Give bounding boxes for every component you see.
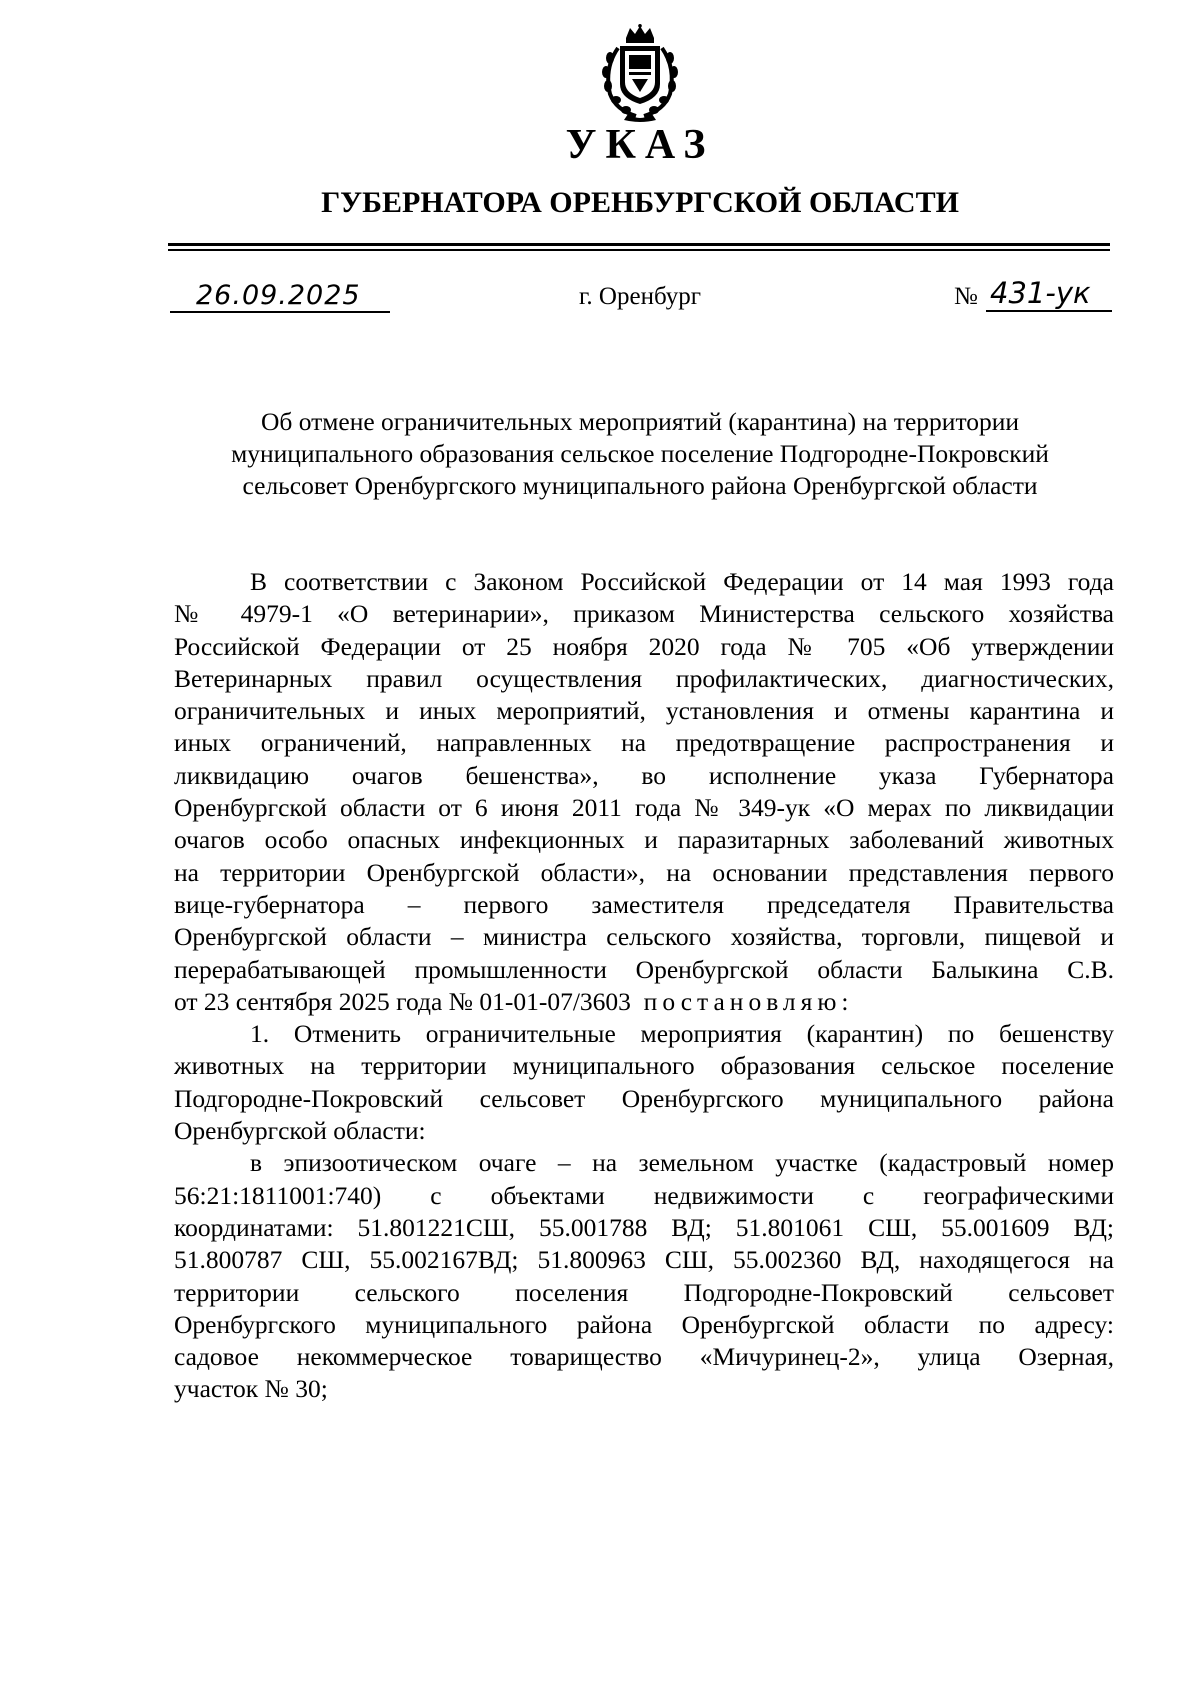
number-underline	[986, 310, 1112, 312]
document-city: г. Оренбург	[579, 283, 701, 310]
body-line: иных ограничений, направленных на предотвращение распространения и	[174, 728, 1114, 758]
body-line: В соответствии с Законом Российской Федерации от 14 мая 1993 года	[250, 567, 1114, 596]
body-line: Подгородне-Покровский сельсовет Оренбургского муниципального района	[174, 1083, 1114, 1113]
body-line: территории сельского поселения Подгородне-Покровский сельсовет	[174, 1277, 1114, 1307]
body-line: Ветеринарных правил осуществления профилактических, диагностических,	[174, 663, 1114, 693]
body-line: № 4979-1 «О ветеринарии», приказом Министерства сельского хозяйства	[174, 599, 1114, 629]
number-sign: №	[954, 283, 978, 310]
body-line: 51.800787 СШ, 55.002167ВД; 51.800963 СШ, 55.002360 ВД, находящегося на	[174, 1245, 1114, 1275]
coat-of-arms-icon	[596, 24, 684, 122]
body-line: участок № 30;	[174, 1374, 328, 1404]
body-line: Российской Федерации от 25 ноября 2020 года № 705 «Об утверждении	[174, 631, 1114, 661]
body-line: Оренбургской области – министра сельского хозяйства, торговли, пищевой и	[174, 922, 1114, 952]
body-line: на территории Оренбургской области», на основании представления первого	[174, 857, 1114, 887]
body-line: садовое некоммерческое товарищество «Мичуринец-2», улица Озерная,	[174, 1342, 1114, 1372]
body-line: ограничительных и иных мероприятий, установления и отмены карантина и	[174, 696, 1114, 726]
header-rule-thick	[168, 243, 1110, 246]
body-line: животных на территории муниципального образования сельское поселение	[174, 1051, 1114, 1081]
title-line: Об отмене ограничительных мероприятий (карантина) на территории	[260, 407, 1020, 436]
header-rule-thin	[168, 249, 1110, 251]
issuer-title: ГУБЕРНАТОРА ОРЕНБУРГСКОЙ ОБЛАСТИ	[321, 186, 959, 219]
body-line: очагов особо опасных инфекционных и паразитарных заболеваний животных	[174, 825, 1114, 855]
body-line: в эпизоотическом очаге – на земельном участке (кадастровый номер	[250, 1148, 1114, 1178]
document-date: 26.09.2025	[196, 280, 361, 311]
body-line: ликвидацию очагов бешенства», во исполнение указа Губернатора	[174, 760, 1114, 790]
document-title	[150, 406, 1130, 502]
body-line	[174, 986, 1114, 1018]
body-line: 1. Отменить ограничительные мероприятия (карантин) по бешенству	[250, 1019, 1114, 1049]
body-line: Оренбургского муниципального района Оренбургской области по адресу:	[174, 1309, 1114, 1339]
body-line: координатами: 51.801221СШ, 55.001788 ВД; 51.801061 СШ, 55.001609 ВД;	[174, 1212, 1114, 1242]
body-line: вице-губернатора – первого заместителя председателя Правительства	[174, 889, 1114, 919]
title-line: муниципального образования сельское поселение Подгородне-Покровский	[231, 439, 1049, 468]
document-type: УКАЗ	[565, 122, 715, 168]
decree-word: постановляю:	[643, 986, 854, 1016]
body-line: 56:21:1811001:740) с объектами недвижимости с географическими	[174, 1180, 1114, 1210]
body-line: перерабатывающей промышленности Оренбургской области Балыкина С.В.	[174, 954, 1114, 984]
document-body	[174, 566, 1114, 1406]
body-line: Оренбургской области от 6 июня 2011 года № 349-ук «О мерах по ликвидации	[174, 793, 1114, 823]
body-line-text: от 23 сентября 2025 года № 01-01-07/3603	[174, 986, 631, 1016]
body-line: Оренбургской области:	[174, 1116, 426, 1146]
document-number: 431-ук	[990, 276, 1091, 310]
title-line: сельсовет Оренбургского муниципального района Оренбургской области	[242, 471, 1038, 500]
